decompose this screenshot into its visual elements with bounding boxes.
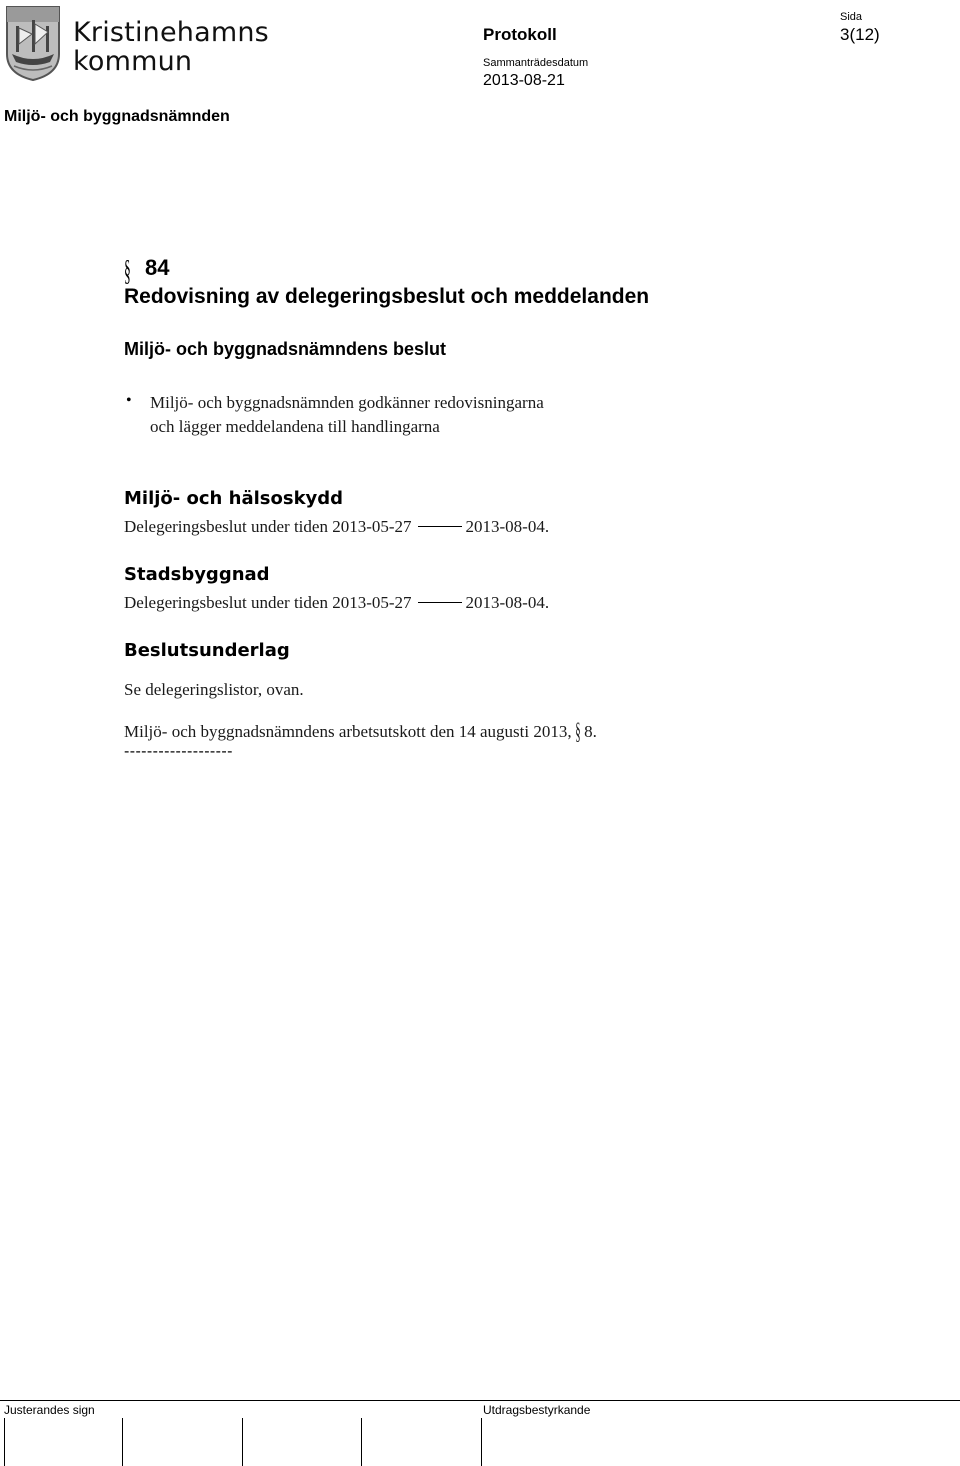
- municipal-coat-of-arms-icon: [4, 4, 62, 82]
- footer-justerandes-sign: Justerandes sign: [4, 1403, 95, 1417]
- decision-heading: Miljö- och byggnadsnämndens beslut: [124, 339, 447, 359]
- em-dash: [418, 602, 462, 603]
- signature-box-divider: [122, 1418, 123, 1466]
- decision-text-line2: och lägger meddelandena till handlingarna: [150, 417, 440, 436]
- heading-stadsbyggnad: Stadsbyggnad: [124, 564, 270, 585]
- decision-text-line1: Miljö- och byggnadsnämnden godkänner redovisningarna: [150, 393, 544, 412]
- text-stads-delegation: Delegeringsbeslut under tiden 2013-05-27 2013-08-04.: [124, 593, 550, 612]
- signature-box-divider: [481, 1418, 482, 1466]
- signature-box-divider: [4, 1418, 5, 1466]
- underlag-line1: Se delegeringslistor, ovan.: [124, 680, 304, 699]
- page-number: 3(12): [840, 25, 880, 44]
- footer-rule: [0, 1400, 960, 1401]
- organization-name: Kristinehamns kommun: [73, 17, 269, 77]
- document-type: Protokoll: [483, 25, 557, 44]
- section-title: Redovisning av delegeringsbeslut och meddelanden: [124, 285, 650, 308]
- meeting-date-label: Sammanträdesdatum: [483, 57, 589, 69]
- heading-miljo-halsoskydd: Miljö- och hälsoskydd: [124, 488, 344, 509]
- meeting-date-value: 2013-08-21: [483, 72, 565, 89]
- signature-box-divider: [242, 1418, 243, 1466]
- board-name: Miljö- och byggnadsnämnden: [4, 108, 230, 125]
- heading-beslutsunderlag: Beslutsunderlag: [124, 640, 290, 661]
- inline-section-mark: §: [575, 719, 581, 745]
- bullet-point: •: [126, 392, 132, 409]
- em-dash: [418, 526, 462, 527]
- text-miljo-delegation: Delegeringsbeslut under tiden 2013-05-27 2013-08-04.: [124, 517, 550, 536]
- page-label: Sida: [840, 11, 863, 23]
- separator-dashes: -------------------: [124, 743, 233, 760]
- footer-utdragsbestyrkande: Utdragsbestyrkande: [483, 1403, 591, 1417]
- signature-box-divider: [361, 1418, 362, 1466]
- underlag-line2: Miljö- och byggnadsnämndens arbetsutskott den 14 augusti 2013, § 8.: [124, 719, 597, 745]
- section-number: 84: [145, 255, 170, 280]
- section-mark: §: [124, 254, 131, 287]
